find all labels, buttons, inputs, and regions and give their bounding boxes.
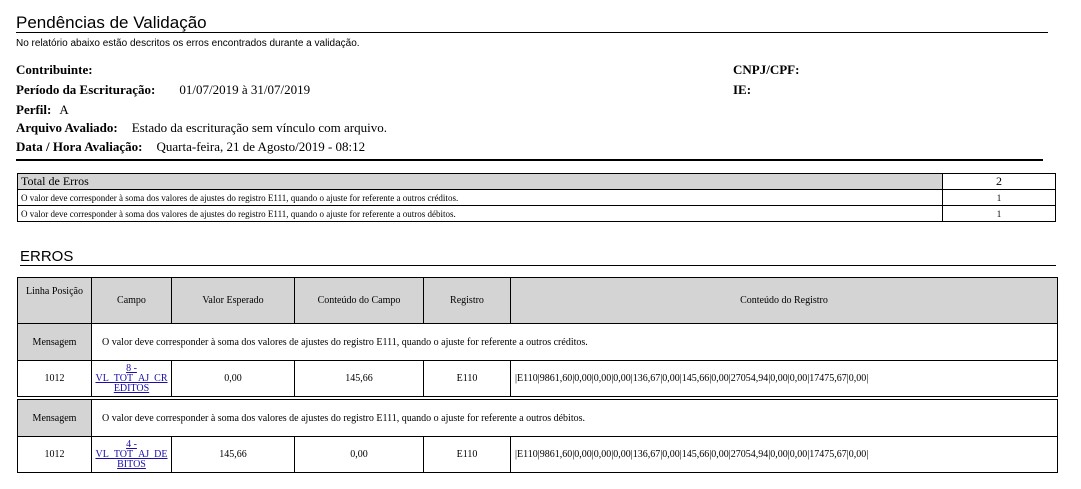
datahora-value: Quarta-feira, 21 de Agosto/2019 - 08:12 [156,139,366,154]
linha-cell: 1012 [18,437,92,473]
error-data-row [18,437,1058,473]
col-conteudo-registro-header: Conteúdo do Registro [511,278,1058,324]
campo-name: VL_TOT_AJ_DEBITOS [95,448,168,470]
message-label: Mensagem [18,324,92,361]
esperado-cell: 145,66 [172,437,295,473]
registro-cell: E110 [424,361,511,397]
totals-row-count: 1 [943,206,1056,222]
col-registro-header: Registro [424,278,511,324]
col-campo-header: Campo [92,278,172,324]
conteudo-registro-cell: |E110|9861,60|0,00|0,00|0,00|136,67|0,00|145,66|0,00|27054,94|0,00|0,00|17475,67|0,00| [511,361,1058,397]
message-text: O valor deve corresponder à soma dos valores de ajustes do registro E111, quando o ajuste for referente a outros créditos. [92,324,1058,361]
error-message-row [18,324,1058,361]
col-linha-header: Linha Posição [18,278,92,324]
totals-row-text: O valor deve corresponder à soma dos valores de ajustes do registro E111, quando o ajuste for referente a outros créditos. [18,190,943,206]
errors-section-title: ERROS [20,248,74,265]
ie-label: IE: [733,82,752,97]
campo-name: VL_TOT_AJ_CREDITOS [95,372,168,394]
campo-number: 4 - [126,438,137,450]
conteudo-campo-cell: 145,66 [295,361,424,397]
perfil-value: A [59,102,69,117]
datahora-label: Data / Hora Avaliação: [16,139,143,154]
page-subtitle: No relatório abaixo estão descritos os erros encontrados durante a validação. [16,38,360,49]
linha-cell: 1012 [18,361,92,397]
arquivo-row [16,120,387,136]
registro-cell: E110 [424,437,511,473]
campo-number: 8 - [126,362,137,374]
campo-cell [92,437,172,473]
datahora-row [16,139,365,155]
title-divider [16,32,1048,33]
perfil-label: Perfil: [16,102,52,117]
campo-link[interactable] [94,364,169,394]
totals-table [17,173,1056,222]
arquivo-label: Arquivo Avaliado: [16,120,118,135]
campo-link[interactable] [94,440,169,470]
totals-row-text: O valor deve corresponder à soma dos valores de ajustes do registro E111, quando o ajuste for referente a outros débitos. [18,206,943,222]
error-data-row [18,361,1058,397]
col-esperado-header: Valor Esperado [172,278,295,324]
conteudo-registro-cell: |E110|9861,60|0,00|0,00|0,00|136,67|0,00|145,66|0,00|27054,94|0,00|0,00|17475,67|0,00| [511,437,1058,473]
message-label: Mensagem [18,400,92,437]
periodo-row [16,82,310,98]
perfil-row [16,102,69,118]
ie-row [733,82,751,98]
conteudo-campo-cell: 0,00 [295,437,424,473]
cnpj-row [733,62,799,78]
errors-header-row [18,278,1058,324]
totals-row [18,206,1056,222]
totals-label: Total de Erros [18,174,943,190]
message-text: O valor deve corresponder à soma dos valores de ajustes do registro E111, quando o ajuste for referente a outros débitos. [92,400,1058,437]
totals-count: 2 [943,174,1056,190]
periodo-value: 01/07/2019 à 31/07/2019 [179,82,311,97]
error-message-row [18,400,1058,437]
totals-row-count: 1 [943,190,1056,206]
page-title: Pendências de Validação [16,13,207,32]
contribuinte-label: Contribuinte: [16,62,93,77]
totals-row [18,190,1056,206]
esperado-cell: 0,00 [172,361,295,397]
arquivo-value: Estado da escrituração sem vínculo com arquivo. [131,120,387,135]
cnpj-label: CNPJ/CPF: [733,62,800,77]
periodo-label: Período da Escrituração: [16,82,156,97]
errors-divider [20,265,1056,266]
contribuinte-row [16,62,93,78]
col-conteudo-campo-header: Conteúdo do Campo [295,278,424,324]
campo-cell [92,361,172,397]
header-divider [16,159,1043,161]
errors-table [17,277,1058,473]
totals-header-row [18,174,1056,190]
